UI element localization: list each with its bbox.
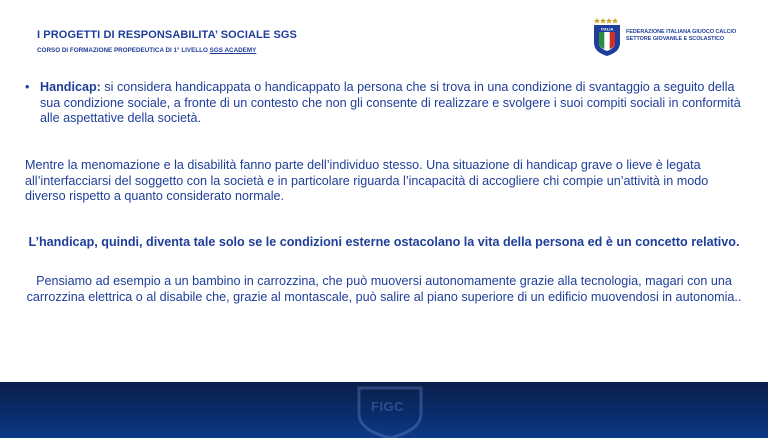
body-paragraph: Mentre la menomazione e la disabilità fanno parte dell’individuo stesso. Una situazione di handicap grave o lieve è legata all’interfacciarsi del soggetto con la società e in particolare riguarda l’incapacità di accogliere chi compie un’attività in modo diverso rispetto a quanto considerato normale. <box>25 158 709 203</box>
figc-logo <box>592 15 742 57</box>
slide-subtitle <box>37 47 256 54</box>
logo-line-1: FEDERAZIONE ITALIANA GIUOCO CALCIO <box>626 29 737 35</box>
example-paragraph: Pensiamo ad esempio a un bambino in carrozzina, che può muoversi autonomamente grazie alla tecnologia, magari con una carrozzina elettrica o al disabile che, grazie al montascale, può salire al piano superiore di un edificio muovendosi in autonomia.. <box>26 274 742 304</box>
subtitle-academy: SGS ACADEMY <box>209 47 257 54</box>
bullet-icon: • <box>25 80 30 94</box>
slide-title: I PROGETTI DI RESPONSABILITA’ SOCIALE SGS <box>37 29 297 41</box>
logo-line-2: SETTORE GIOVANILE E SCOLASTICO <box>626 36 725 42</box>
bullet-text <box>40 80 745 127</box>
footer-mark: FIGC <box>371 399 405 414</box>
subtitle-prefix: CORSO DI FORMAZIONE PROPEDEUTICA DI 1° LIVELLO <box>37 47 210 54</box>
bullet-term: Handicap: <box>40 80 101 94</box>
figc-watermark-icon <box>355 384 425 438</box>
figc-crest-icon <box>592 15 622 57</box>
emphasis-paragraph: L’handicap, quindi, diventa tale solo se le condizioni esterne ostacolano la vita della persona ed è un concetto relativo. <box>28 235 740 249</box>
footer-banner <box>0 382 768 438</box>
bullet-definition: si considera handicappata o handicappato la persona che si trova in una condizione di svantaggio a seguito della sua condizione sociale, a fronte di un contesto che non gli consente di realizzare e svolgere i suoi compiti sociali in conformità alle aspettative della società. <box>40 80 741 125</box>
svg-text:ITALIA: ITALIA <box>600 26 614 32</box>
figc-logo-text <box>626 29 736 43</box>
